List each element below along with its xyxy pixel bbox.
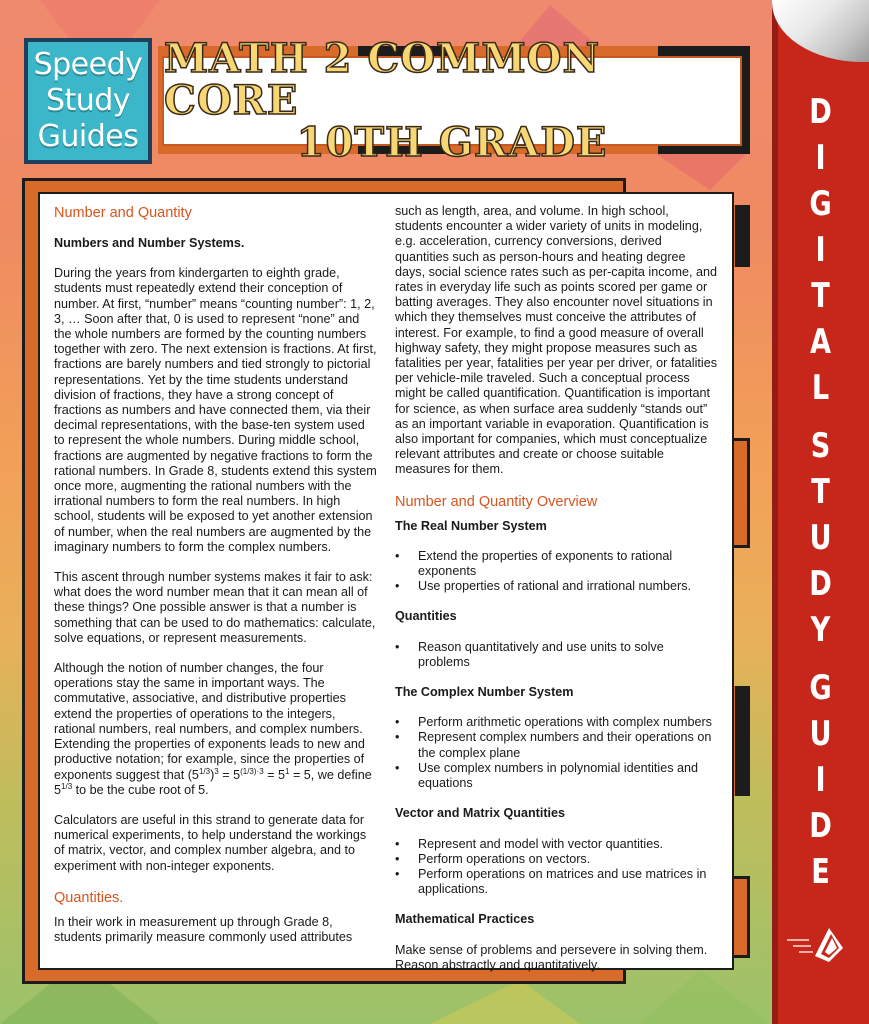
list-item: • Perform arithmetic operations with complex numbers <box>395 715 718 730</box>
paragraph: In their work in measurement up through Grade 8, students primarily measure commonly used attributes <box>54 914 353 944</box>
content-panel <box>38 192 734 970</box>
side-label-letter: D <box>809 806 832 846</box>
bullet-list <box>395 715 718 791</box>
panel-tab <box>732 438 750 548</box>
side-label-letter: S <box>810 426 831 466</box>
section-heading: Quantities. <box>54 889 124 906</box>
subsection-heading: Vector and Matrix Quantities <box>395 806 566 821</box>
side-label-letter: G <box>809 184 832 224</box>
side-label-letter: E <box>811 852 830 892</box>
list-item: • Represent and model with vector quantities. <box>395 837 718 852</box>
bullet-list <box>395 640 718 670</box>
section-heading: Number and Quantity <box>54 205 192 221</box>
paragraph: Make sense of problems and persevere in solving them. Reason abstractly and quantitatively. <box>395 942 708 972</box>
list-item: • Represent complex numbers and their operations on the complex plane <box>395 730 718 760</box>
page-title-line-1: MATH 2 COMMON CORE <box>164 35 601 124</box>
side-label-letter: G <box>809 668 832 708</box>
title-banner <box>162 35 742 166</box>
paragraph: Calculators are useful in this strand to generate data for numerical experiments, to help understand the workings of matrix, vector, and complex number algebra, and to experiment with non-integer exponents. <box>54 812 367 873</box>
subsection-heading: Quantities <box>395 609 457 624</box>
superscript: 1 <box>285 766 290 776</box>
text-run: to be the cube root of 5. <box>72 782 209 797</box>
book-logo-icon <box>785 918 855 968</box>
list-item: • Perform operations on vectors. <box>395 852 718 867</box>
text-run: ) <box>210 767 215 782</box>
list-item: • Extend the properties of exponents to rational exponents <box>395 549 718 579</box>
side-label-letter: D <box>809 92 832 132</box>
speedy-study-guides-logo <box>24 38 152 164</box>
bullet-list <box>395 549 718 595</box>
paragraph: such as length, area, and volume. In high school, students encounter a wider variety of units in modeling, e.g. acceleration, currency conversions, derived quantities such as person-hours and heating degree days, social science rates such as per-capita income, and rates in everyday life such as points scored per game or batting averages. They also encounter novel situations in which they themselves must conceive the attributes of interest. For example, to find a good measure of overall highway safety, they might propose measures such as fatalities per year, fatalities per year per driver, or fatalities per vehicle-mile traveled. Such a conceptual process might be called quantification. Quantification is important for science, as when surface area suddenly “stands out” as an important variable in evaporation. Quantification is also important for companies, which must conceptualize relevant attributes and create or choose suitable measures for them. <box>395 204 718 477</box>
logo-line-1: Speedy <box>33 47 143 82</box>
side-label-letter: D <box>809 564 832 604</box>
side-label-letter: I <box>815 230 826 270</box>
side-label-letter: L <box>811 368 830 408</box>
subsection-heading: The Complex Number System <box>395 685 574 700</box>
section-heading: Number and Quantity Overview <box>395 493 598 510</box>
paragraph-exponents <box>54 661 377 798</box>
side-label-letter: I <box>815 138 826 178</box>
paragraph: This ascent through number systems makes it fair to ask: what does the word number mean that it can mean all of these things? One possible answer is that a number is something that can be used to do mathematics: calculate, solve equations, or represent measurements. <box>54 570 376 645</box>
superscript: 3 <box>214 766 219 776</box>
list-item: • Use properties of rational and irrational numbers. <box>395 579 718 594</box>
superscript: 1/3 <box>61 781 73 791</box>
list-item: • Reason quantitatively and use units to solve problems <box>395 640 718 670</box>
logo-line-3: Guides <box>37 119 139 154</box>
logo-line-2: Study <box>45 83 131 118</box>
superscript: (1/3)·3 <box>240 766 264 776</box>
text-run: = 5 <box>218 767 241 782</box>
side-label-letter: U <box>809 714 832 754</box>
side-strip-shadow <box>772 0 778 1024</box>
page-title-line-2: 10TH GRADE <box>296 119 608 166</box>
panel-tab <box>732 686 750 796</box>
superscript: 1/3 <box>198 766 211 776</box>
side-label-letter: A <box>809 322 832 362</box>
list-item: • Use complex numbers in polynomial identities and equations <box>395 761 718 791</box>
subsection-heading: Mathematical Practices <box>395 912 535 927</box>
text-run: = 5, we define 5 <box>54 767 372 797</box>
left-column <box>54 204 377 958</box>
side-label-letter: T <box>811 472 830 512</box>
side-label-letter: Y <box>810 610 831 650</box>
panel-tab <box>732 205 750 267</box>
side-label-letter: T <box>811 276 830 316</box>
bullet-list <box>395 837 718 898</box>
subsection-heading: The Real Number System <box>395 518 547 533</box>
right-column <box>395 204 718 972</box>
side-label-letter: U <box>809 518 832 558</box>
subsection-heading: Numbers and Number Systems. <box>54 236 245 250</box>
list-item: • Perform operations on matrices and use matrices in applications. <box>395 867 718 897</box>
panel-tab <box>732 876 750 958</box>
side-label-letter: I <box>815 760 826 800</box>
text-run: = 5 <box>263 767 285 782</box>
paragraph: During the years from kindergarten to eighth grade, students must repeatedly extend their conception of number. At first, “number” means “counting number”: 1, 2, 3, … Soon after that, 0 is used to represent “none” and the whole numbers are formed by the counting numbers together with zero. The next extension is fractions. At first, fractions are barely numbers and tied strongly to pictorial representations. Yet by the time students understand division of fractions, they have a strong concept of fractions as numbers and have connected them, via their decimal representations, with the base-ten system used to represent the whole numbers. During middle school, fractions are augmented by negative fractions to form the rational numbers. In Grade 8, students extend this system once more, augmenting the rational numbers with the irrational numbers to form the real numbers. In high school, students will be exposed to yet another extension of number, when the real numbers are augmented by the imaginary numbers to form the complex numbers. <box>54 266 377 554</box>
text-run: Although the notion of number changes, the four operations stay the same in important ways. The commutative, associative, and distributive properties extend the properties of operations to the integers, rational numbers, real numbers, and complex numbers. Extending the properties of exponents leads to new and productive notation; for example, since the properties of exponents suggest that (5 <box>54 661 365 782</box>
